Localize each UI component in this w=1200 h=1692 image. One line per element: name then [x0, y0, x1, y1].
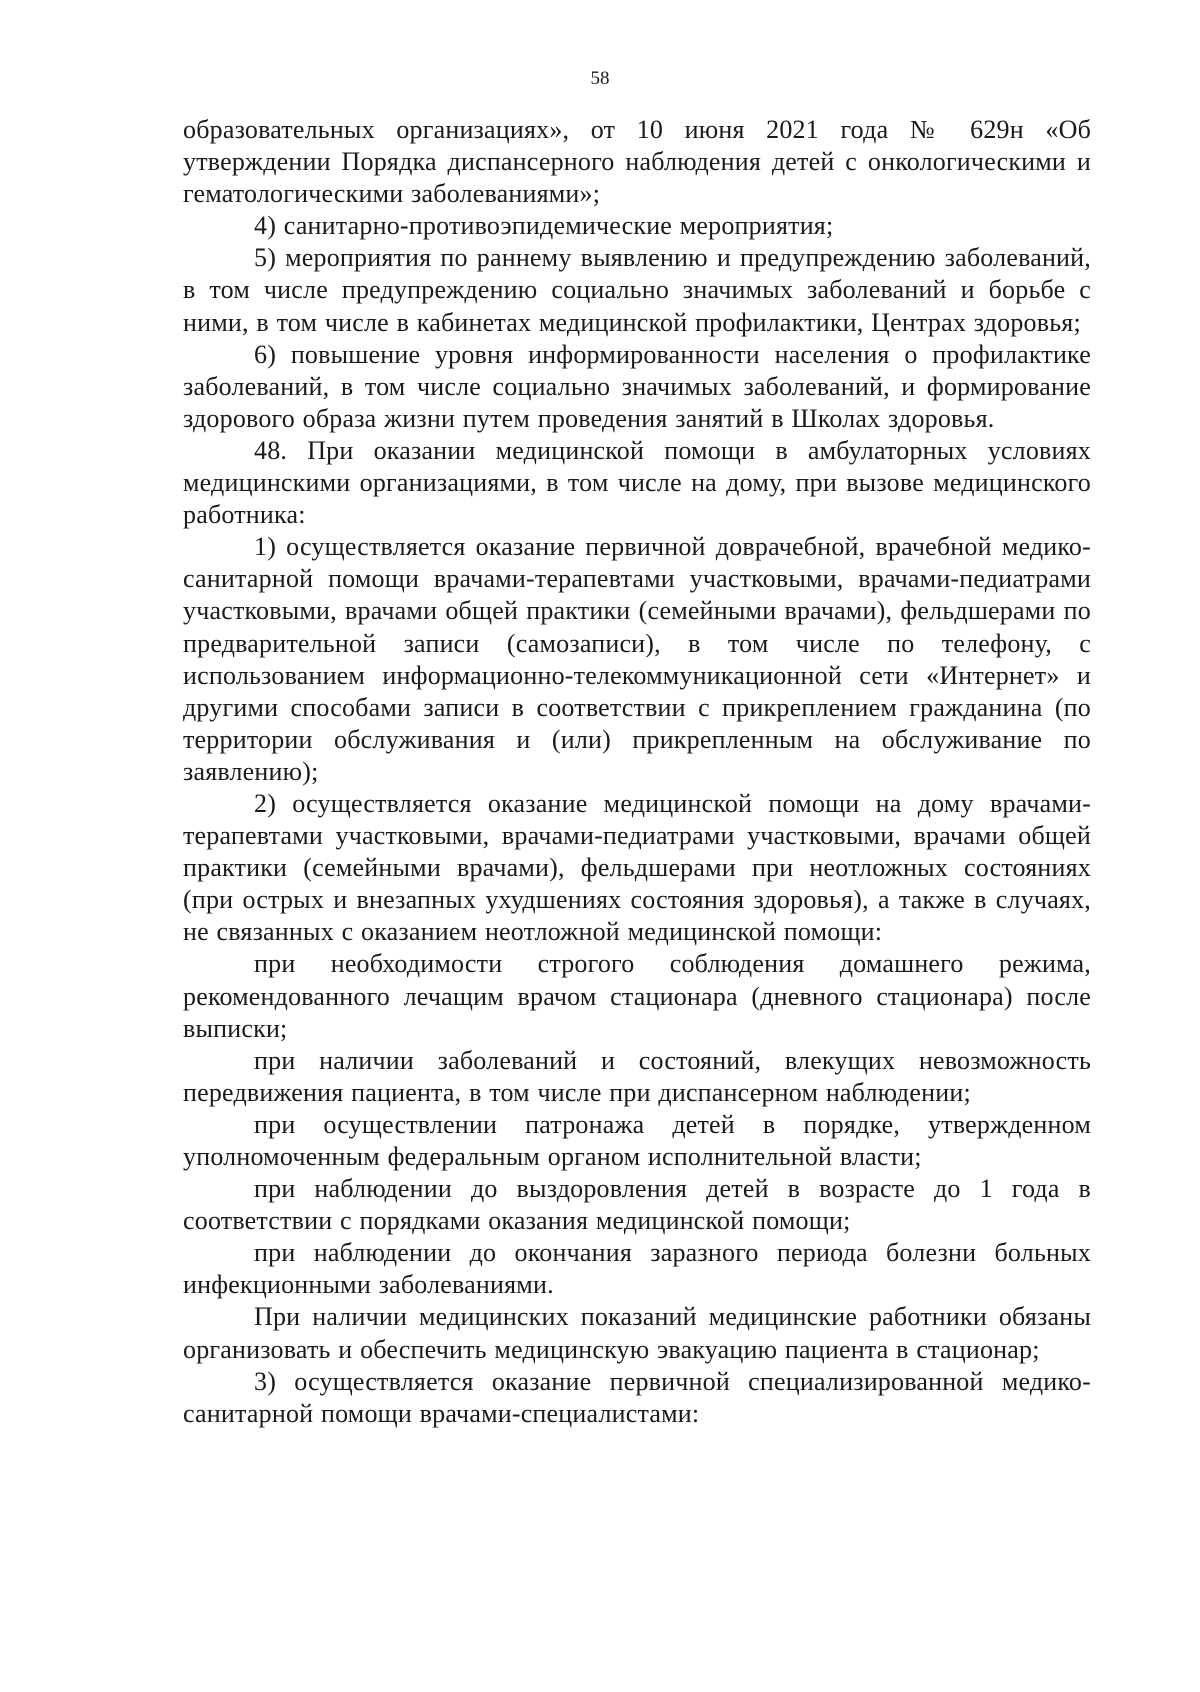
paragraph-home-care-case-4: при наблюдении до выздоровления детей в возрасте до 1 года в соответствии с порядками оказания медицинской помощи;	[183, 1174, 1091, 1236]
paragraph-home-care-case-5: при наблюдении до окончания заразного периода болезни больных инфекционными заболеваниями.	[183, 1238, 1091, 1300]
paragraph-evacuation: При наличии медицинских показаний медицинские работники обязаны организовать и обеспечить медицинскую эвакуацию пациента в стационар;	[183, 1302, 1091, 1364]
paragraph-continuation: образовательных организациях», от 10 июня 2021 года № 629н «Об утверждении Порядка диспансерного наблюдения детей с онкологическими и гематологическими заболеваниями»;	[183, 115, 1091, 209]
document-body	[183, 114, 1091, 1430]
paragraph-home-care-case-3: при осуществлении патронажа детей в порядке, утвержденном уполномоченным федеральным органом исполнительной власти;	[183, 1109, 1091, 1171]
paragraph-48-item-1: 1) осуществляется оказание первичной доврачебной, врачебной медико-санитарной помощи врачами-терапевтами участковыми, врачами-педиатрами участковыми, врачами общей практики (семейными врачами), фельдшерами по предварительной записи (самозаписи), в том числе по телефону, с использованием информационно-телекоммуникационной сети «Интернет» и другими способами записи в соответствии с прикреплением гражданина (по территории обслуживания и (или) прикрепленным на обслуживание по заявлению);	[183, 532, 1091, 786]
paragraph-home-care-case-2: при наличии заболеваний и состояний, влекущих невозможность передвижения пациента, в том числе при диспансерном наблюдении;	[183, 1045, 1091, 1107]
paragraph-48-item-3: 3) осуществляется оказание первичной специализированной медико-санитарной помощи врачами-специалистами:	[183, 1366, 1091, 1428]
paragraph-section-48: 48. При оказании медицинской помощи в амбулаторных условиях медицинскими организациями, в том числе на дому, при вызове медицинского работника:	[183, 435, 1091, 530]
paragraph-item-4: 4) санитарно-противоэпидемические мероприятия;	[254, 211, 834, 241]
paragraph-48-item-2: 2) осуществляется оказание медицинской помощи на дому врачами-терапевтами участковыми, врачами-педиатрами участковыми, врачами общей практики (семейными врачами), фельдшерами при неотложных состояниях (при острых и внезапных ухудшениях состояния здоровья), а также в случаях, не связанных с оказанием неотложной медицинской помощи:	[183, 788, 1091, 947]
paragraph-item-5: 5) мероприятия по раннему выявлению и предупреждению заболеваний, в том числе предупреждению социально значимых заболеваний и борьбе с ними, в том числе в кабинетах медицинской профилактики, Центрах здоровья;	[183, 243, 1091, 337]
page-number: 58	[590, 68, 610, 89]
paragraph-item-6: 6) повышение уровня информированности населения о профилактике заболеваний, в том числе социально значимых заболеваний, и формирование здорового образа жизни путем проведения занятий в Школах здоровья.	[183, 339, 1091, 433]
paragraph-home-care-case-1: при необходимости строгого соблюдения домашнего режима, рекомендованного лечащим врачом стационара (дневного стационара) после выписки;	[183, 949, 1091, 1043]
